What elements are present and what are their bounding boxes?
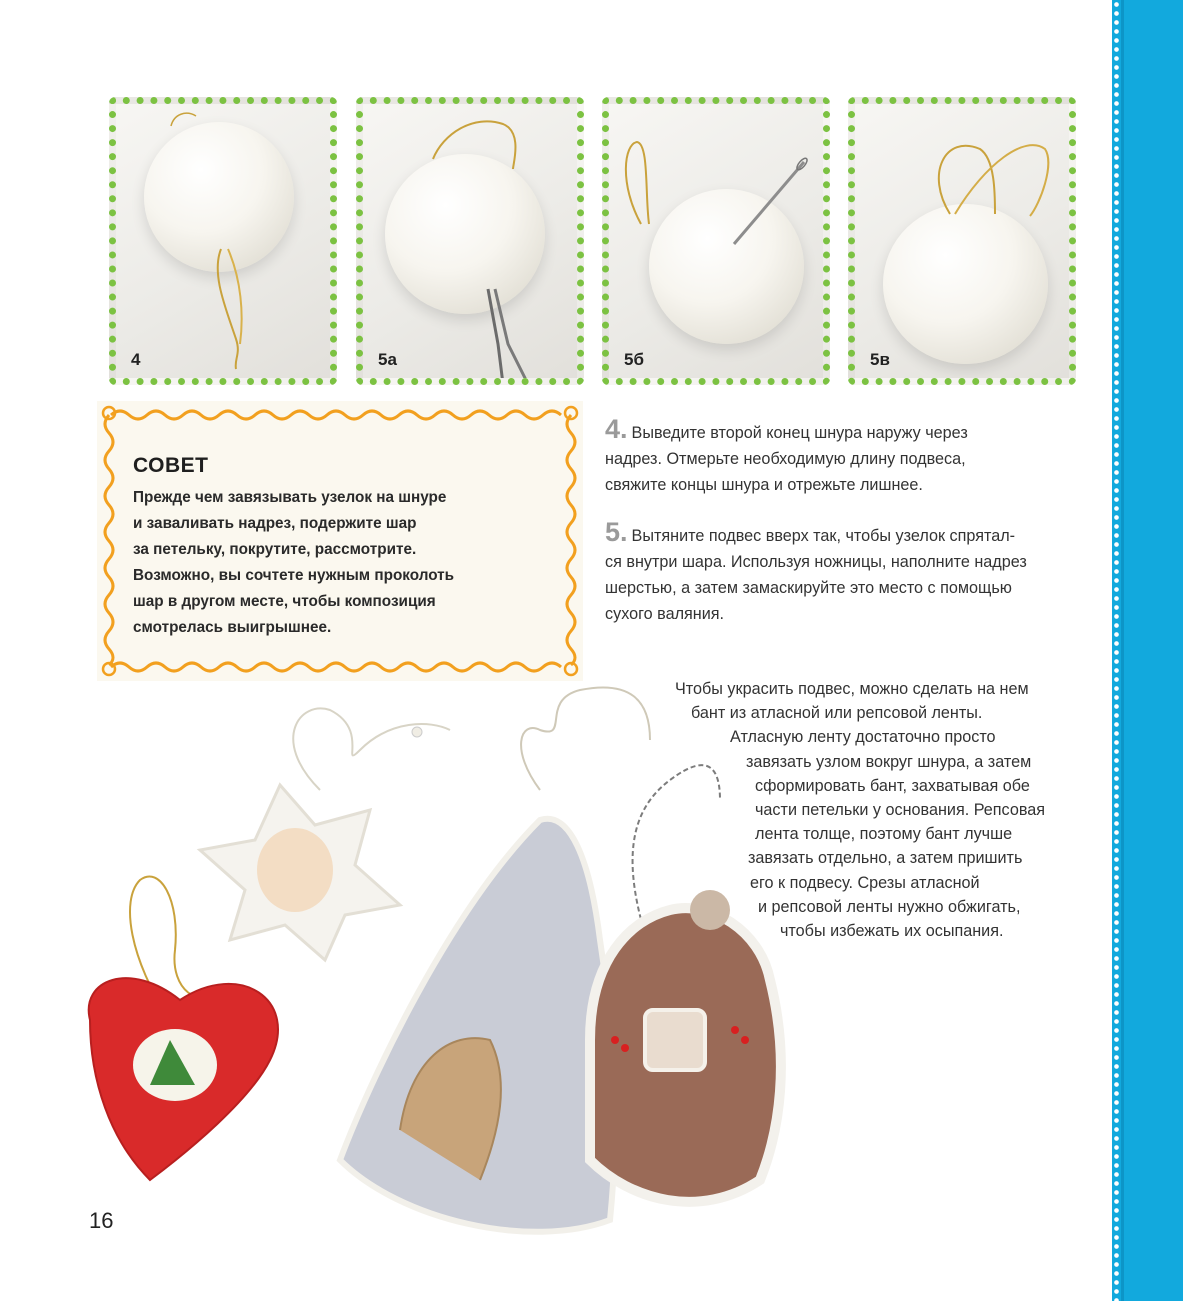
page-number: 16	[89, 1208, 114, 1233]
tip-line: и заваливать надрез, подержите шар	[133, 515, 417, 532]
house-window	[645, 1010, 705, 1070]
star-face	[257, 828, 333, 912]
step-photo-5v	[848, 97, 1076, 385]
cone-cord	[521, 687, 650, 790]
step-line: свяжите концы шнура и отрежьте лишнее.	[605, 476, 923, 494]
star-cord	[293, 708, 450, 790]
decoration-tip	[640, 677, 1080, 943]
step-photo-5a	[356, 97, 584, 385]
tip-line: за петельку, покрутите, рассмотрите.	[133, 541, 417, 558]
step-5	[605, 519, 1085, 627]
cord-and-needle	[609, 104, 830, 385]
tip2-line: бант из атласной или репсовой ленты.	[691, 704, 983, 723]
tip-line: Прежде чем завязывать узелок на шнуре	[133, 489, 447, 506]
tip2-line: чтобы избежать их осыпания.	[780, 922, 1004, 941]
tip-line: шар в другом месте, чтобы композиция	[133, 593, 436, 610]
step-photo-4	[109, 97, 337, 385]
tip-title: СОВЕТ	[133, 454, 209, 477]
gold-loop	[855, 104, 1076, 385]
step-4	[605, 416, 1085, 498]
photo-label: 4	[131, 350, 141, 369]
edge-dots	[1112, 0, 1121, 1301]
tip2-line: его к подвесу. Срезы атласной	[750, 873, 980, 892]
tip2-line: и репсовой ленты нужно обжигать,	[758, 897, 1021, 916]
step-line: Выведите второй конец шнура наружу через	[631, 424, 968, 442]
tip-line: смотрелась выигрышнее.	[133, 619, 332, 636]
step-line: шерстью, а затем замаскируйте это место с помощью	[605, 579, 1012, 597]
step-line: ся внутри шара. Используя ножницы, наполните надрез	[605, 553, 1027, 571]
step-line: Вытяните подвес вверх так, чтобы узелок спрятал-	[631, 527, 1016, 545]
tip2-line: завязать узлом вокруг шнура, а затем	[746, 752, 1032, 771]
tip2-line: лента толще, поэтому бант лучше	[755, 825, 1013, 844]
photo-label: 5а	[378, 350, 397, 369]
tip-text	[133, 485, 553, 641]
edge-line	[1121, 0, 1124, 1301]
step-line: надрез. Отмерьте необходимую длину подвеса,	[605, 450, 966, 468]
step-line: сухого валяния.	[605, 605, 725, 623]
step-number: 5.	[605, 517, 628, 547]
gold-cord-and-tweezers	[363, 104, 584, 385]
photo-label: 5в	[870, 350, 890, 369]
tip2-line: Атласную ленту достаточно просто	[730, 728, 996, 747]
step-photo-5b	[602, 97, 830, 385]
tip2-line: сформировать бант, захватывая обе	[755, 776, 1030, 795]
step-number: 4.	[605, 414, 628, 444]
tip2-line: завязать отдельно, а затем пришить	[748, 849, 1023, 868]
photo-label: 5б	[624, 350, 644, 369]
pearl-bead	[412, 727, 422, 737]
tip2-line: части петельки у основания. Репсовая	[755, 801, 1046, 820]
tip-line: Возможно, вы сочтете нужным проколоть	[133, 567, 455, 584]
gold-cord	[116, 104, 337, 385]
tip2-line: Чтобы украсить подвес, можно сделать на нем	[675, 680, 1029, 698]
tip-box	[97, 401, 583, 681]
